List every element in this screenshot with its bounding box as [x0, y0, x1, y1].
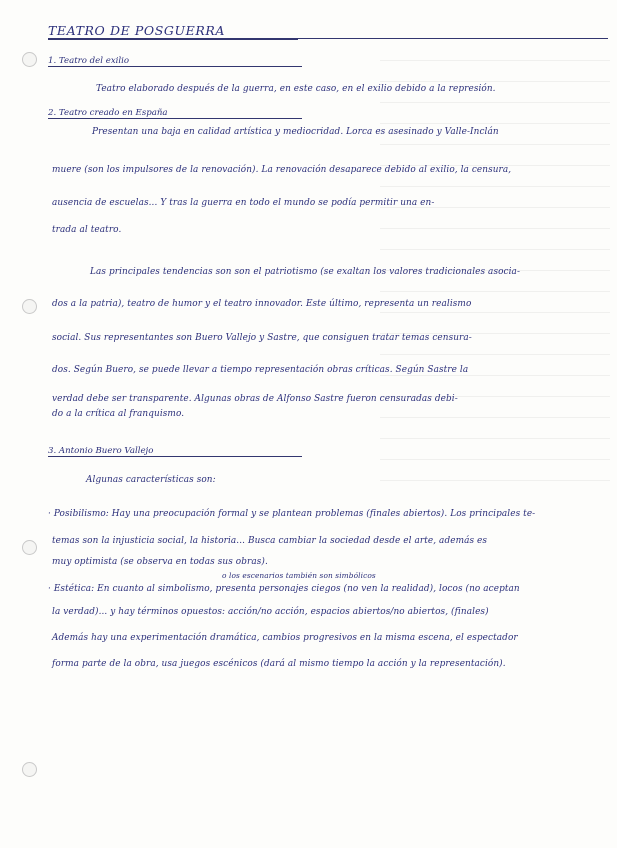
text-line: dos. Según Buero, se puede llevar a tiempo representación obras críticas. Según Sastre la [52, 365, 469, 375]
margin-annotation: o los escenarios también son simbólicos [222, 571, 376, 580]
text-line: Teatro elaborado después de la guerra, en este caso, en el exilio debido a la represión. [96, 84, 496, 94]
text-line: do a la crítica al franquismo. [52, 409, 185, 419]
text-line: muere (son los impulsores de la renovación). La renovación desaparece debido al exilio, la censura, [52, 165, 512, 175]
page-title: TEATRO DE POSGUERRA [48, 23, 298, 40]
punch-hole [22, 762, 37, 777]
text-line: Algunas características son: [86, 475, 216, 485]
text-line: social. Sus representantes son Buero Vallejo y Sastre, que consiguen tratar temas censura- [52, 333, 472, 343]
text-line: trada al teatro. [52, 225, 122, 235]
text-line: verdad debe ser transparente. Algunas obras de Alfonso Sastre fueron censuradas debi- [52, 394, 458, 404]
section-underline [48, 66, 302, 67]
section-heading: 2. Teatro creado en España [48, 108, 168, 118]
text-line: dos a la patria), teatro de humor y el teatro innovador. Este último, representa un realismo [52, 299, 472, 309]
text-line: forma parte de la obra, usa juegos escénicos (dará al mismo tiempo la acción y la representación). [52, 659, 506, 669]
text-line: Las principales tendencias son son el patriotismo (se exaltan los valores tradicionales asocia- [90, 267, 521, 277]
punch-hole [22, 540, 37, 555]
text-line: muy optimista (se observa en todas sus obras). [52, 557, 268, 567]
text-line: · Estética: En cuanto al simbolismo, presenta personajes ciegos (no ven la realidad), locos (no aceptan [48, 584, 520, 594]
section-heading: 1. Teatro del exilio [48, 56, 130, 66]
section-heading: 3. Antonio Buero Vallejo [48, 446, 154, 456]
text-line: · Posibilismo: Hay una preocupación formal y se plantean problemas (finales abiertos). Los principales te- [48, 509, 536, 519]
text-line: temas son la injusticia social, la historia... Busca cambiar la sociedad desde el arte, además es [52, 536, 488, 546]
text-line: Además hay una experimentación dramática, cambios progresivos en la misma escena, el espectador [52, 633, 518, 643]
text-line: ausencia de escuelas... Y tras la guerra en todo el mundo se podía permitir una en- [52, 198, 435, 208]
title-underline [48, 38, 608, 39]
section-underline [48, 456, 302, 457]
text-line: Presentan una baja en calidad artística y mediocridad. Lorca es asesinado y Valle-Inclán [92, 127, 499, 137]
punch-hole [22, 52, 37, 67]
text-line: la verdad)... y hay términos opuestos: acción/no acción, espacios abiertos/no abiertos, (finales) [52, 607, 489, 617]
section-underline [48, 118, 302, 119]
punch-hole [22, 299, 37, 314]
